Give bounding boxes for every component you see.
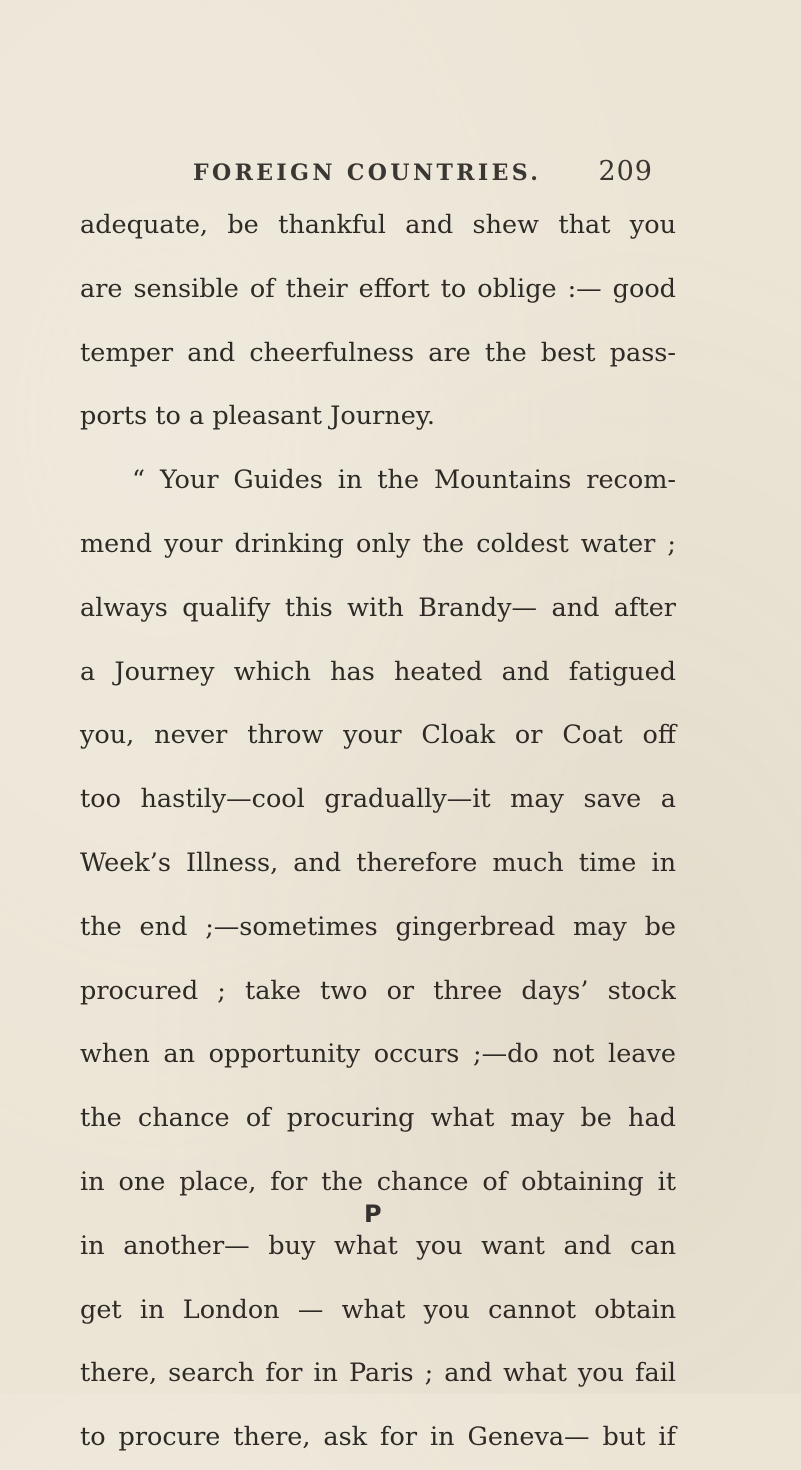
text-line: are sensible of their effort to oblige :— good — [80, 273, 676, 304]
body-text — [80, 194, 676, 1470]
text-line: too hastily—cool gradually—it may save a — [80, 784, 676, 815]
text-line: when an opportunity occurs ;—do not leave — [80, 1039, 676, 1070]
text-line: the end ;—sometimes gingerbread may be — [80, 911, 676, 942]
text-line: Week’s Illness, and therefore much time in — [80, 847, 676, 878]
text-line: to procure there, ask for in Geneva— but if — [80, 1422, 676, 1453]
text-line: temper and cheerfulness are the best pass- — [80, 337, 676, 368]
text-line: adequate, be thankful and shew that you — [80, 210, 676, 240]
text-line: in another— buy what you want and can — [80, 1230, 676, 1261]
text-line: a Journey which has heated and fatigued — [80, 656, 676, 687]
text-line: “ Your Guides in the Mountains recom- — [132, 465, 676, 496]
text-line: there, search for in Paris ; and what you fail — [80, 1358, 676, 1389]
text-line: in one place, for the chance of obtaining it — [80, 1166, 676, 1197]
text-line: mend your drinking only the coldest water ; — [80, 528, 676, 559]
text-line: the chance of procuring what may be had — [80, 1103, 676, 1134]
text-line: procured ; take two or three days’ stock — [80, 975, 676, 1006]
text-line: get in London — what you cannot obtain — [80, 1294, 676, 1325]
text-line: always qualify this with Brandy— and after — [80, 592, 676, 623]
running-head — [193, 156, 653, 196]
running-title: FOREIGN COUNTRIES. — [193, 160, 542, 186]
text-line: you, never throw your Cloak or Coat off — [80, 720, 676, 751]
page-number: 209 — [598, 156, 653, 187]
signature-mark: P — [364, 1200, 382, 1228]
text-line: ports to a pleasant Journey. — [80, 401, 435, 432]
